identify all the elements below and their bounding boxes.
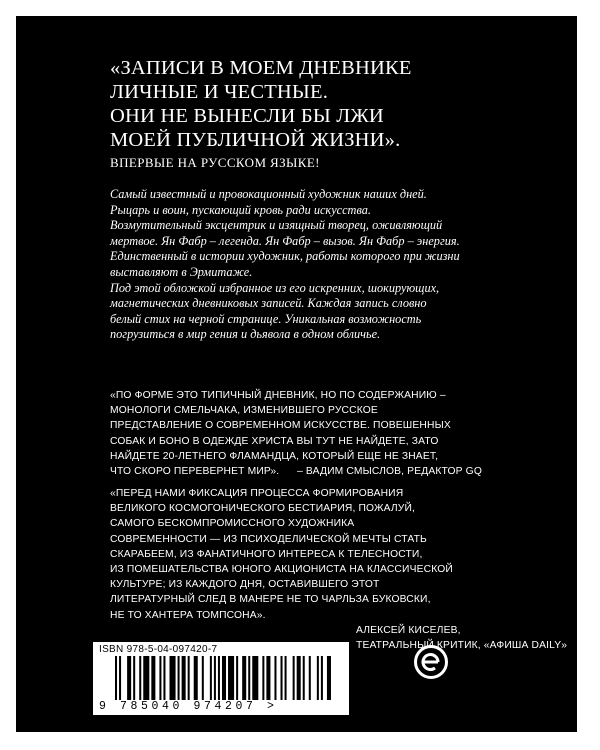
review-line: МОНОЛОГИ СМЕЛЬЧАКА, ИЗМЕНИВШЕГО РУССКОЕ	[110, 405, 378, 417]
barcode-bar	[236, 656, 238, 700]
review-line: КУЛЬТУРЕ; ИЗ КАЖДОГО ДНЯ, ОСТАВИВШЕГО ЭТОТ	[110, 579, 380, 591]
description-line: Под этой обложкой избранное из его искренних, шокирующих,	[110, 280, 440, 295]
barcode-bar	[252, 656, 258, 700]
barcode-bar	[262, 656, 264, 700]
barcode-bar	[242, 656, 246, 700]
review-line: НЕ ТО ХАНТЕРА ТОМПСОНА».	[110, 609, 266, 621]
review-line: ПРЕДСТАВЛЕНИЕ О СОВРЕМЕННОМ ИСКУССТВЕ. ПОВЕШЕННЫХ	[110, 420, 451, 432]
barcode-bar	[218, 656, 220, 700]
barcode-bar	[170, 656, 176, 700]
description-line: Рыцарь и воин, пускающий кровь ради искусства.	[110, 202, 371, 217]
barcode-bar	[285, 656, 287, 700]
author-quote	[110, 56, 550, 152]
description-line: мертвое. Ян Фабр – легенда. Ян Фабр – вызов. Ян Фабр – энергия.	[110, 233, 460, 248]
barcode-bar	[119, 656, 121, 700]
barcode-bar	[202, 656, 204, 700]
review-attribution: ТЕАТРАЛЬНЫЙ КРИТИК, «АФИША DAILY»	[356, 640, 568, 652]
barcode-bar	[163, 656, 165, 700]
review-line: ИЗ ПОМЕШАТЕЛЬСТВА ЮНОГО АКЦИОНИСТА НА КЛАССИЧЕСКОЙ	[110, 564, 453, 576]
review-line: «ПЕРЕД НАМИ ФИКСАЦИЯ ПРОЦЕССА ФОРМИРОВАНИЯ	[110, 488, 404, 499]
description-line: белый стих на черной странице. Уникальная возможность	[110, 311, 422, 326]
barcode-bars	[115, 656, 333, 704]
review-line: СОБАК И БОНО В ОДЕЖДЕ ХРИСТА ВЫ ТУТ НЕ НАЙДЕТЕ, ЗАТО	[110, 435, 439, 447]
publisher-logo-icon	[414, 645, 448, 679]
review-attribution: АЛЕКСЕЙ КИСЕЛЕВ,	[356, 624, 461, 636]
review-line: ЧТО СКОРО ПЕРЕВЕРНЕТ МИР».	[110, 466, 280, 478]
barcode-bar	[182, 656, 186, 700]
description-line: выставляют в Эрмитаже.	[110, 264, 253, 279]
description-line: Единственный в истории художник, работы которого при жизни	[110, 249, 460, 264]
quote-line: ОНИ НЕ ВЫНЕСЛИ БЫ ЛЖИ	[110, 105, 384, 127]
barcode-bar	[151, 656, 155, 700]
review-line: СОВРЕМЕННОСТИ — ИЗ ПСИХОДЕЛИЧЕСКОЙ МЕЧТЫ СТАТЬ	[110, 533, 427, 545]
barcode-bar	[222, 656, 226, 700]
description-line: Самый известный и провокационный художник наших дней.	[110, 187, 427, 201]
description-line: Возмутительный эксцентрик и изящный творец, оживляющий	[110, 218, 443, 233]
barcode-bar	[178, 656, 180, 700]
barcode-bar	[228, 656, 234, 700]
first-time-in-russian: ВПЕРВЫЕ НА РУССКОМ ЯЗЫКЕ!	[110, 155, 320, 170]
barcode-bar	[293, 656, 295, 700]
review-kiselev	[110, 486, 568, 653]
review-line: СКАРАБЕЕМ, ИЗ ФАНАТИЧНОГО ИНТЕРЕСА К ТЕЛЕСНОСТИ,	[110, 548, 423, 560]
isbn-barcode	[93, 642, 349, 715]
barcode-bar	[115, 656, 117, 700]
description-line: магнетических дневниковых записей. Каждая запись словно	[110, 296, 427, 311]
review-line: САМОГО БЕСКОМПРОМИССНОГО ХУДОЖНИКА	[110, 518, 355, 530]
quote-line: МОЕЙ ПУБЛИЧНОЙ ЖИЗНИ».	[110, 129, 401, 151]
review-line: НАЙДЕТЕ 20-ЛЕТНЕГО ФЛАМАНДЦА, КОТОРЫЙ ЕЩЕ НЕ ЗНАЕТ,	[110, 450, 439, 462]
barcode-digits: 9 785040 974207 >	[99, 700, 278, 713]
barcode-bar	[194, 656, 198, 700]
book-description	[110, 187, 550, 343]
barcode-bar	[281, 656, 283, 700]
description-line: погрузиться в мир гения и дьявола в одном обличье.	[110, 327, 381, 342]
book-back-cover	[16, 16, 577, 732]
isbn-number: ISBN 978-5-04-097420-7	[99, 644, 218, 655]
barcode-bar	[303, 656, 305, 700]
review-smyslov	[110, 388, 550, 479]
barcode-bar	[248, 656, 250, 700]
barcode-bar	[274, 656, 276, 700]
barcode-bar	[266, 656, 270, 700]
barcode-bar	[327, 656, 331, 700]
barcode-bar	[139, 656, 141, 700]
barcode-bar	[214, 656, 216, 700]
review-line: ВЕЛИКОГО КОСМОГОНИЧЕСКОГО БЕСТИАРИЯ, ПОЖАЛУЙ,	[110, 503, 416, 515]
barcode-bar	[133, 656, 135, 700]
review-line: ЛИТЕРАТУРНЫЙ СЛЕД В МАНЕРЕ НЕ ТО ЧАРЛЬЗА БУКОВСКИ,	[110, 594, 431, 606]
quote-line: ЛИЧНЫЕ И ЧЕСТНЫЕ.	[110, 81, 329, 103]
barcode-bar	[127, 656, 131, 700]
review-attribution: – ВАДИМ СМЫСЛОВ, РЕДАКТОР GQ	[297, 466, 482, 478]
barcode-bar	[309, 656, 311, 700]
review-line: «ПО ФОРМЕ ЭТО ТИПИЧНЫЙ ДНЕВНИК, НО ПО СОДЕРЖАНИЮ –	[110, 390, 446, 401]
barcode-bar	[210, 656, 212, 700]
barcode-bar	[159, 656, 161, 700]
barcode-bar	[143, 656, 149, 700]
barcode-bar	[321, 656, 323, 700]
barcode-bar	[297, 656, 301, 700]
barcode-bar	[188, 656, 190, 700]
barcode-bar	[317, 656, 319, 700]
quote-line: «ЗАПИСИ В МОЕМ ДНЕВНИКЕ	[110, 57, 412, 79]
